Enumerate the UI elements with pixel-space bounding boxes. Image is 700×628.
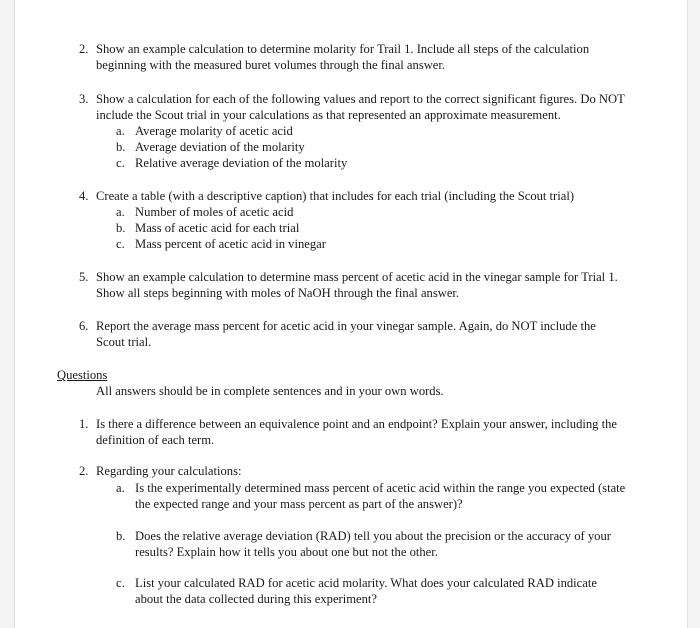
subitem-text: Mass percent of acetic acid in vinegar — [135, 237, 326, 251]
subquestion-text-line: results? Explain how it tells you about one but not the other. — [135, 545, 438, 559]
item-number: 5. — [79, 270, 89, 284]
subitem-text: Average deviation of the molarity — [135, 140, 305, 154]
subitem-letter: a. — [116, 205, 125, 219]
subitem-letter: c. — [116, 237, 125, 251]
item-text-line: Show a calculation for each of the following values and report to the correct significant figures. Do NOT — [96, 92, 625, 106]
subquestion-text-line: the expected range and your mass percent as part of the answer)? — [135, 497, 463, 511]
questions-intro: All answers should be in complete sentences and in your own words. — [96, 384, 444, 398]
item-number: 6. — [79, 319, 89, 333]
subitem-letter: a. — [116, 124, 125, 138]
question-item-1 — [96, 416, 617, 448]
question-item-2 — [96, 463, 242, 479]
subquestion-letter: c. — [116, 576, 125, 590]
subitem-text: Average molarity of acetic acid — [135, 124, 293, 138]
subquestion-text-line: Does the relative average deviation (RAD) tell you about the precision or the accuracy of your — [135, 529, 611, 543]
subquestion-c — [135, 575, 597, 607]
question-number: 2. — [79, 464, 89, 478]
question-text-line: definition of each term. — [96, 433, 215, 447]
subquestion-text-line: Is the experimentally determined mass percent of acetic acid within the range you expected (state — [135, 481, 626, 495]
instruction-item-6 — [96, 318, 596, 350]
subitem-letter: b. — [116, 140, 126, 154]
instruction-item-3 — [96, 91, 625, 123]
subitem-letter: b. — [116, 221, 126, 235]
item-text-line: Show an example calculation to determine molarity for Trail 1. Include all steps of the calculation — [96, 42, 590, 56]
subquestion-letter: b. — [116, 529, 126, 543]
subitem-text: Number of moles of acetic acid — [135, 205, 294, 219]
question-number: 1. — [79, 417, 89, 431]
document-page — [14, 0, 688, 628]
subitem-letter: c. — [116, 156, 125, 170]
subquestion-text-line: about the data collected during this experiment? — [135, 592, 377, 606]
question-text-line: Is there a difference between an equivalence point and an endpoint? Explain your answer, including the — [96, 417, 618, 431]
instruction-item-4 — [96, 188, 574, 204]
item-text-line: Report the average mass percent for acetic acid in your vinegar sample. Again, do NOT include the — [96, 319, 596, 333]
instruction-item-5 — [96, 269, 618, 301]
subquestion-b — [135, 528, 611, 560]
subquestion-letter: a. — [116, 481, 125, 495]
subquestion-text-line: List your calculated RAD for acetic acid molarity. What does your calculated RAD indicate — [135, 576, 597, 590]
item-text-line: include the Scout trial in your calculations as that represented an approximate measurement. — [96, 108, 561, 122]
item-number: 2. — [79, 42, 89, 56]
item-text-line: Show all steps beginning with moles of NaOH through the final answer. — [96, 286, 460, 300]
item-text-line: Show an example calculation to determine mass percent of acetic acid in the vinegar sample for Trial 1. — [96, 270, 618, 284]
item-number: 4. — [79, 189, 89, 203]
item-text-line: beginning with the measured buret volumes through the final answer. — [96, 58, 446, 72]
item-number: 3. — [79, 92, 89, 106]
questions-heading: Questions — [57, 368, 108, 382]
subquestion-a — [135, 480, 625, 512]
subitem-text: Mass of acetic acid for each trial — [135, 221, 300, 235]
question-text-line: Regarding your calculations: — [96, 464, 242, 478]
item-text-line: Create a table (with a descriptive caption) that includes for each trial (including the Scout trial) — [96, 189, 575, 203]
subitem-text: Relative average deviation of the molarity — [135, 156, 348, 170]
instruction-item-2 — [96, 41, 589, 73]
item-text-line: Scout trial. — [96, 335, 152, 349]
